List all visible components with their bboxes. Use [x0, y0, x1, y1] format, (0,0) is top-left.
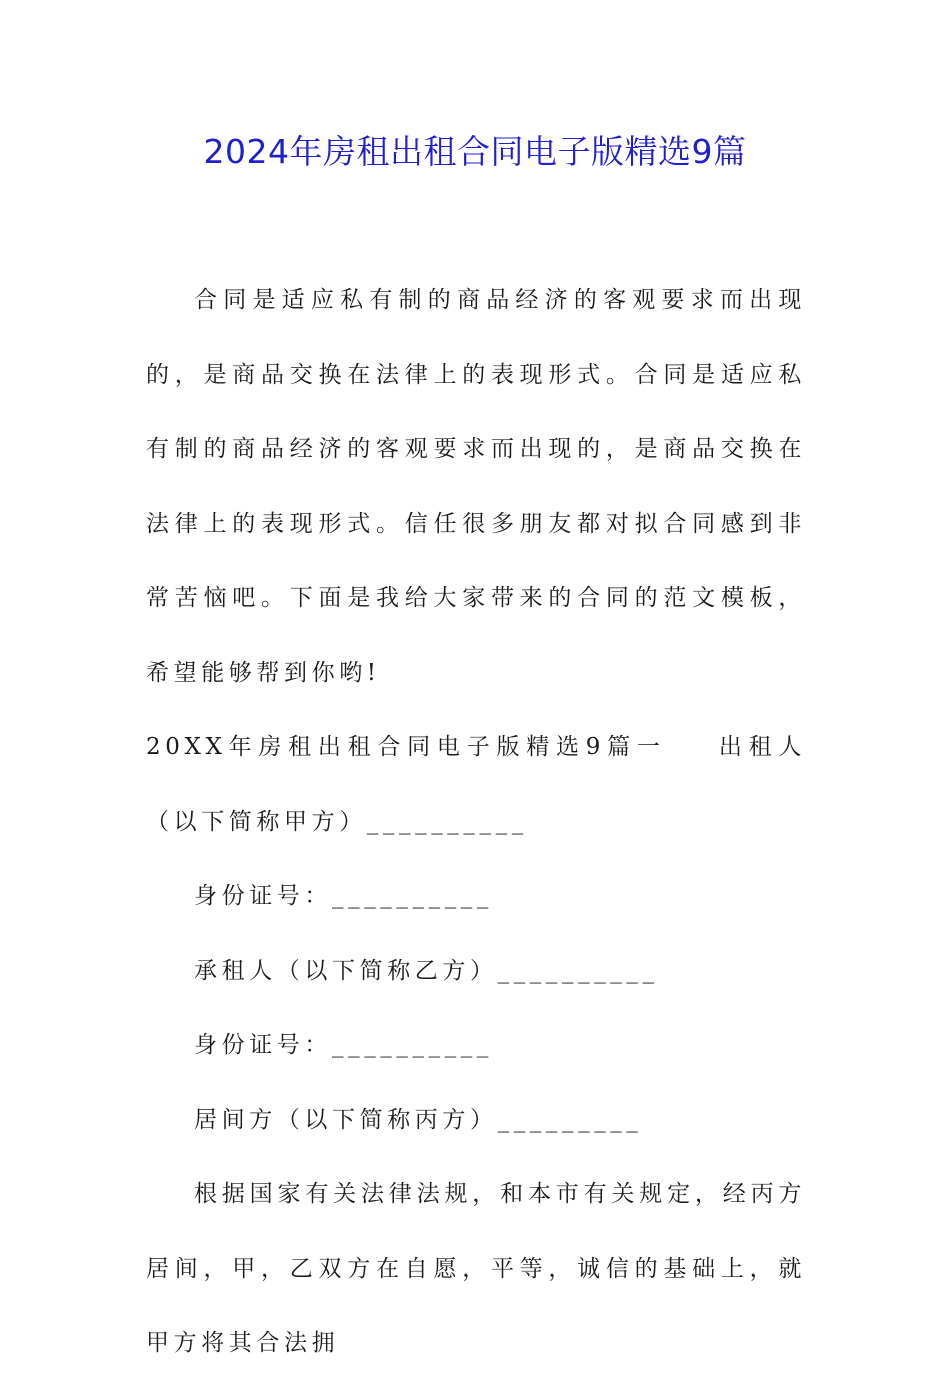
lessor-id-line: 身份证号：__________: [194, 883, 493, 909]
section-first-line: [146, 710, 806, 859]
lessee-id-line: 身份证号：__________: [194, 1032, 493, 1058]
section-heading: 20XX年房租出租合同电子版精选9篇一: [146, 734, 667, 760]
document-body: [146, 263, 806, 1381]
document-title: 2024年房租出租合同电子版精选9篇: [203, 132, 747, 171]
basis-paragraph: 根据国家有关法律法规，和本市有关规定，经丙方居间，甲，乙双方在自愿，平等，诚信的基础上，就甲方将其合法拥: [146, 1181, 806, 1356]
lessee-line: 承租人（以下简称乙方）__________: [194, 957, 659, 984]
lessor-line: 出租人（以下简称甲方）__________: [146, 734, 806, 835]
intermediary-line: 居间方（以下简称丙方）_________: [194, 1106, 643, 1133]
intro-paragraph: 合同是适应私有制的商品经济的客观要求而出现的，是商品交换在法律上的表现形式。合同是适应私有制的商品经济的客观要求而出现的，是商品交换在法律上的表现形式。信任很多朋友都对拟合同感到非常苦恼吧。下面是我给大家带来的合同的范文模板，希望能够帮到你哟!: [146, 287, 806, 686]
